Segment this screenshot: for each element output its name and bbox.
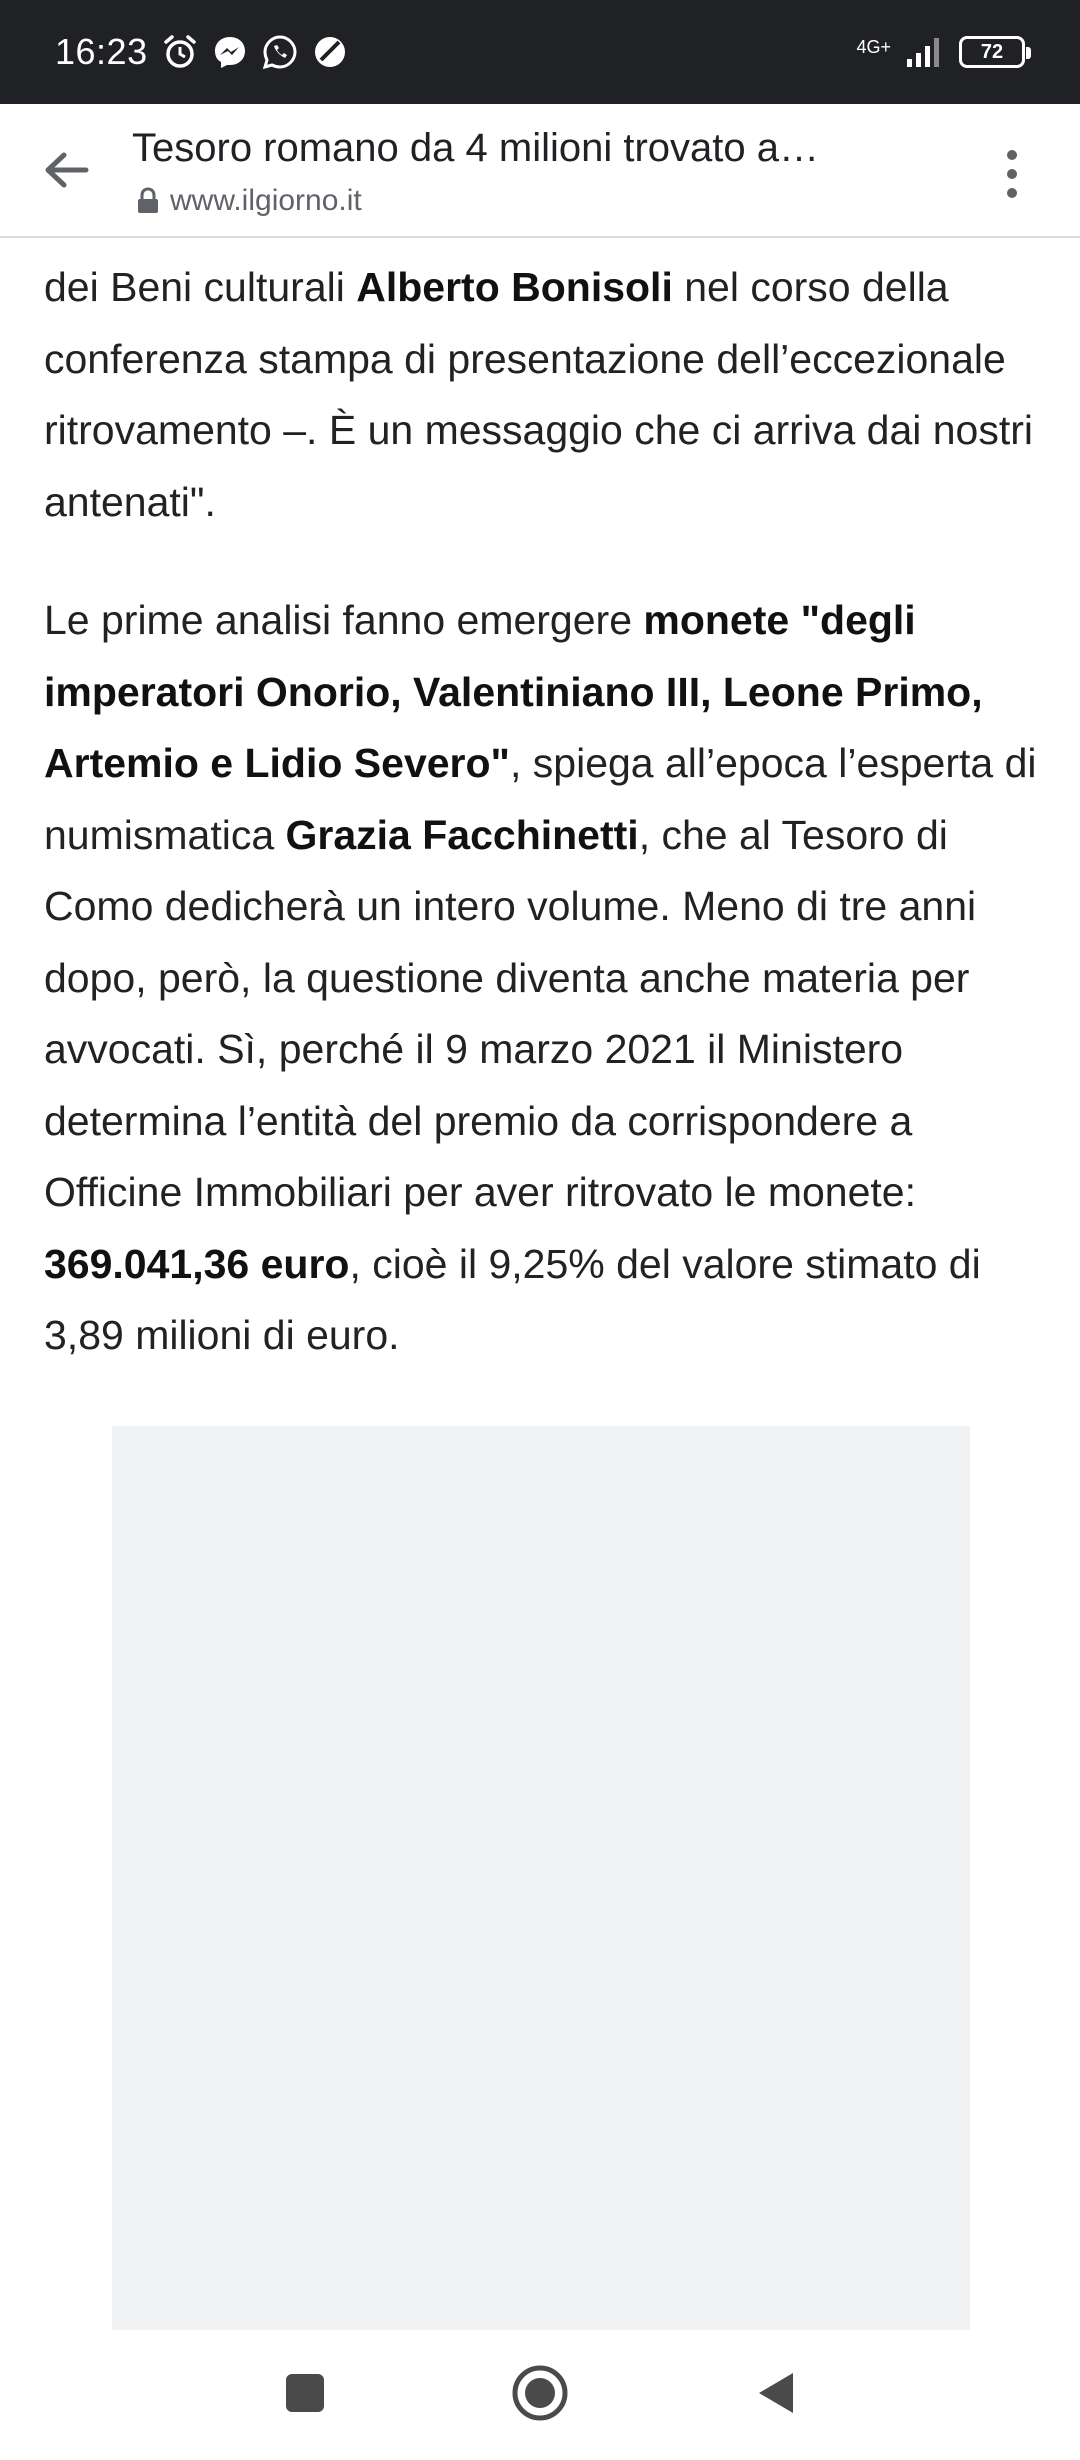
messenger-icon [212, 34, 248, 70]
more-vert-icon-dot [1007, 169, 1017, 179]
battery-level: 72 [980, 40, 1004, 63]
battery-indicator [959, 36, 1025, 68]
back-button[interactable] [38, 142, 94, 198]
article-paragraph [44, 585, 1044, 1372]
text-span: , che al Tesoro di Como dedicherà un intero volume. Meno di tre anni dopo, però, la questione diventa anche materia per avvocati. Sì, perché il 9 marzo 2021 il Ministero determina l’entità del premio da corrispondere a Officine Immobiliari per aver ritrovato le monete: [44, 811, 977, 1215]
url-display[interactable] [136, 184, 362, 218]
more-vert-icon [1007, 150, 1017, 160]
article-body [44, 252, 1044, 1372]
signal-icon [905, 35, 945, 69]
bold-name: Grazia Facchinetti [285, 811, 639, 858]
nav-back-button[interactable] [740, 2358, 810, 2428]
ad-placeholder [112, 1426, 970, 2330]
text-span: , cioè il 9,25% del valore stimato di 3,89 milioni di euro. [44, 1240, 981, 1358]
article-paragraph [44, 252, 1044, 538]
text-span: nel corso della conferenza stampa di presentazione dell’eccezionale ritrovamento –. È un messaggio che ci arriva dai nostri antenati". [44, 264, 1034, 525]
home-button[interactable] [505, 2358, 575, 2428]
lock-icon [136, 187, 160, 215]
text-span: , spiega all’epoca l’esperta di numismatica [44, 740, 1037, 858]
alarm-icon [162, 34, 198, 70]
whatsapp-icon [262, 34, 298, 70]
bold-amount: 369.041,36 euro [44, 1240, 350, 1287]
status-left [55, 31, 348, 73]
page-title[interactable]: Tesoro romano da 4 milioni trovato a… [132, 126, 819, 170]
bold-quote: monete "degli imperatori Onorio, Valentiniano III, Leone Primo, Artemio e Lidio Severo" [44, 597, 983, 786]
home-icon [511, 2364, 569, 2422]
back-arrow-icon [42, 150, 90, 190]
recent-apps-button[interactable] [270, 2358, 340, 2428]
back-icon [753, 2369, 797, 2417]
more-options-button[interactable] [992, 146, 1032, 202]
bold-name: Alberto Bonisoli [356, 264, 673, 310]
status-right [856, 35, 1025, 69]
network-label: 4G+ [856, 37, 891, 57]
text-span: dei Beni culturali [44, 264, 357, 310]
url-text: www.ilgiorno.it [170, 184, 362, 217]
status-bar [0, 0, 1080, 104]
app-icon [312, 34, 348, 70]
recent-apps-icon [284, 2372, 326, 2414]
browser-toolbar [0, 104, 1080, 238]
system-nav-bar [0, 2330, 1080, 2460]
text-span: Le prime analisi fanno emergere [44, 597, 644, 643]
status-time: 16:23 [55, 31, 148, 72]
more-vert-icon-dot [1007, 188, 1017, 198]
